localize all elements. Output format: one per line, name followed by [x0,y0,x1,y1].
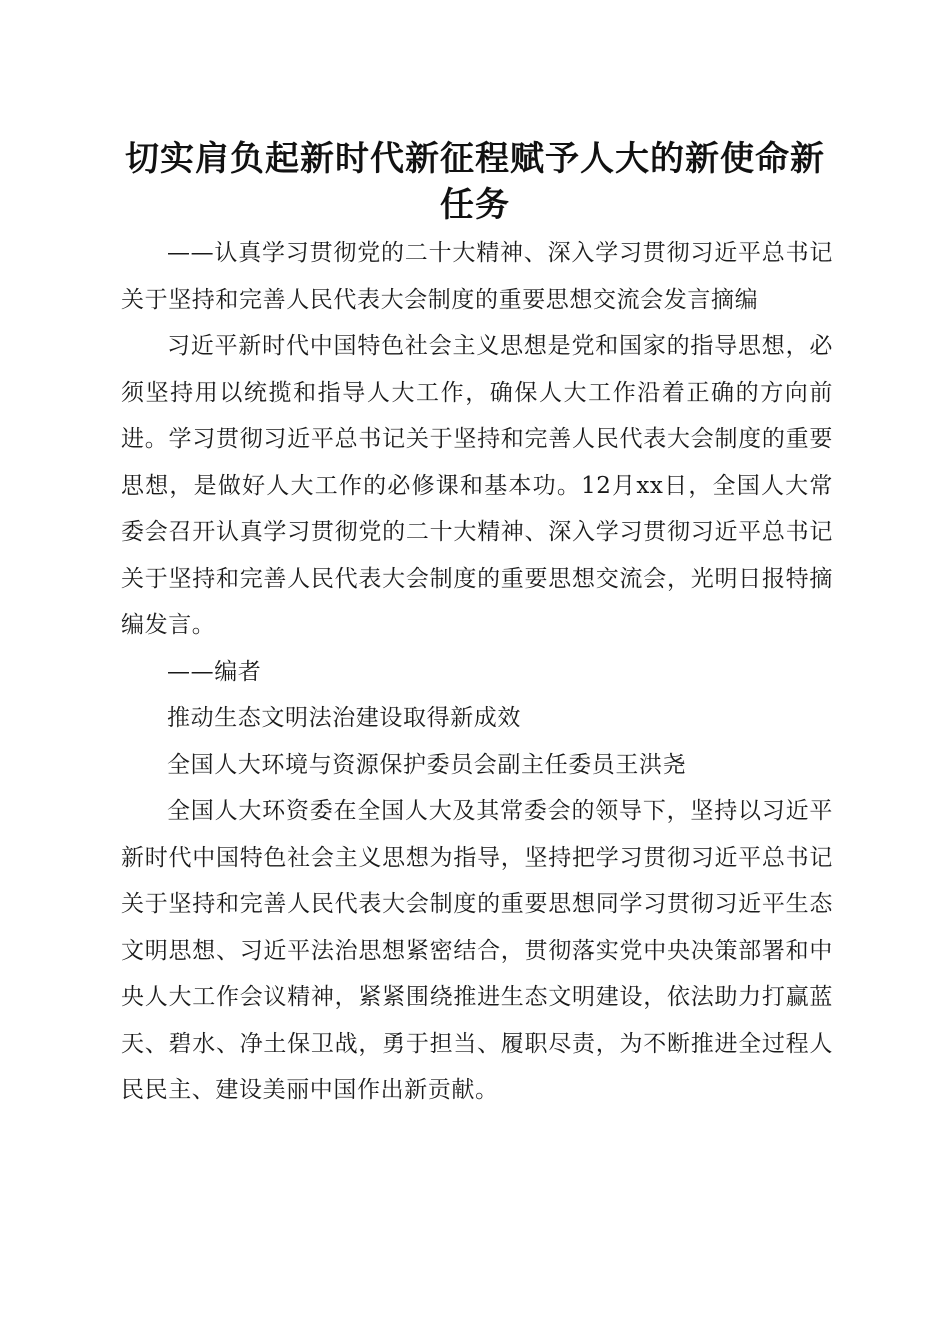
section-body-paragraph: 全国人大环资委在全国人大及其常委会的领导下，坚持以习近平新时代中国特色社会主义思想为指导，坚持把学习贯彻习近平总书记关于坚持和完善人民代表大会制度的重要思想同学习贯彻习近平生态文明思想、习近平法治思想紧密结合，贯彻落实党中央决策部署和中央人大工作会议精神，紧紧围绕推进生态文明建设，依法助力打赢蓝天、碧水、净土保卫战，勇于担当、履职尽责，为不断推进全过程人民民主、建设美丽中国作出新贡献。 [121,798,833,1103]
section-heading: 推动生态文明法治建设取得新成效 [167,705,521,731]
document-subtitle: ——认真学习贯彻党的二十大精神、深入学习贯彻习近平总书记关于坚持和完善人民代表大会制度的重要思想交流会发言摘编 [121,240,833,313]
document-body [121,230,833,1114]
editor-note: ——编者 [167,658,262,685]
document-title: 切实肩负起新时代新征程赋予人大的新使命新任务 [125,139,825,225]
intro-paragraph: 习近平新时代中国特色社会主义思想是党和国家的指导思想，必须坚持用以统揽和指导人大工作，确保人大工作沿着正确的方向前进。学习贯彻习近平总书记关于坚持和完善人民代表大会制度的重要思想，是做好人大工作的必修课和基本功。12月xx日，全国人大常委会召开认真学习贯彻党的二十大精神、深入学习贯彻习近平总书记关于坚持和完善人民代表大会制度的重要思想交流会，光明日报特摘编发言。 [121,333,833,638]
author-line: 全国人大环境与资源保护委员会副主任委员王洪尧 [167,751,687,778]
